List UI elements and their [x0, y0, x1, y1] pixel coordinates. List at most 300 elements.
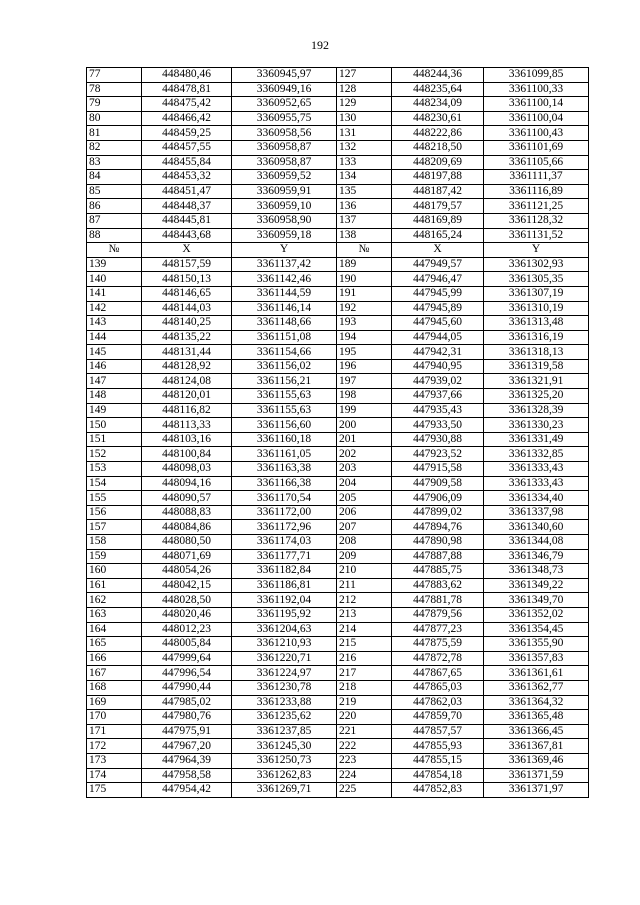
- x-coordinate-cell: 448005,84: [142, 637, 232, 652]
- y-coordinate-cell: 3361144,59: [232, 286, 337, 301]
- x-coordinate-cell: 447872,78: [392, 651, 484, 666]
- point-number-cell: 80: [87, 111, 142, 126]
- point-number-cell: 152: [87, 447, 142, 462]
- y-coordinate-cell: 3361172,00: [232, 505, 337, 520]
- x-coordinate-cell: 447945,99: [392, 286, 484, 301]
- x-coordinate-cell: 448234,09: [392, 97, 484, 112]
- y-coordinate-cell: 3360958,90: [232, 213, 337, 228]
- table-row: [87, 345, 589, 360]
- x-coordinate-cell: 447930,88: [392, 432, 484, 447]
- point-number-cell: 209: [337, 549, 392, 564]
- y-coordinate-cell: 3361250,73: [232, 753, 337, 768]
- point-number-cell: 201: [337, 432, 392, 447]
- point-number-cell: 137: [337, 213, 392, 228]
- table-row: [87, 257, 589, 272]
- point-number-cell: 165: [87, 637, 142, 652]
- y-coordinate-cell: 3361161,05: [232, 447, 337, 462]
- point-number-cell: 206: [337, 505, 392, 520]
- y-coordinate-cell: 3361305,35: [484, 272, 589, 287]
- x-coordinate-cell: 447980,76: [142, 710, 232, 725]
- point-number-cell: 160: [87, 564, 142, 579]
- point-number-cell: 163: [87, 607, 142, 622]
- x-coordinate-cell: 448466,42: [142, 111, 232, 126]
- x-coordinate-cell: 448150,13: [142, 272, 232, 287]
- x-coordinate-cell: 447942,31: [392, 345, 484, 360]
- x-coordinate-cell: 447958,58: [142, 768, 232, 783]
- table-row: [87, 666, 589, 681]
- y-coordinate-cell: 3361307,19: [484, 286, 589, 301]
- y-coordinate-cell: 3361371,59: [484, 768, 589, 783]
- point-number-cell: 195: [337, 345, 392, 360]
- table-row: [87, 97, 589, 112]
- point-number-cell: 132: [337, 140, 392, 155]
- point-number-cell: 161: [87, 578, 142, 593]
- x-coordinate-cell: 447894,76: [392, 520, 484, 535]
- point-number-cell: 172: [87, 739, 142, 754]
- point-number-cell: 148: [87, 389, 142, 404]
- table-row: [87, 286, 589, 301]
- point-number-cell: 200: [337, 418, 392, 433]
- point-number-cell: 190: [337, 272, 392, 287]
- y-coordinate-cell: 3361330,23: [484, 418, 589, 433]
- table-row: [87, 140, 589, 155]
- point-number-cell: 81: [87, 126, 142, 141]
- y-coordinate-cell: 3361204,63: [232, 622, 337, 637]
- point-number-cell: 150: [87, 418, 142, 433]
- point-number-cell: 224: [337, 768, 392, 783]
- point-number-cell: 211: [337, 578, 392, 593]
- x-coordinate-cell: 448020,46: [142, 607, 232, 622]
- y-coordinate-cell: 3361362,77: [484, 680, 589, 695]
- x-coordinate-cell: 448209,69: [392, 155, 484, 170]
- y-coordinate-cell: 3361371,97: [484, 783, 589, 798]
- x-coordinate-cell: 447906,09: [392, 491, 484, 506]
- y-coordinate-cell: 3361224,97: [232, 666, 337, 681]
- point-number-cell: 135: [337, 184, 392, 199]
- point-number-cell: 189: [337, 257, 392, 272]
- point-number-cell: 147: [87, 374, 142, 389]
- table-row: [87, 491, 589, 506]
- table-row: [87, 68, 589, 83]
- table-row: [87, 170, 589, 185]
- x-coordinate-cell: 447875,59: [392, 637, 484, 652]
- x-coordinate-cell: 447855,15: [392, 753, 484, 768]
- point-number-cell: 139: [87, 257, 142, 272]
- x-coordinate-cell: 448459,25: [142, 126, 232, 141]
- y-coordinate-cell: 3361334,40: [484, 491, 589, 506]
- table-row: [87, 651, 589, 666]
- point-number-cell: 82: [87, 140, 142, 155]
- y-coordinate-cell: 3361111,37: [484, 170, 589, 185]
- x-coordinate-cell: 447935,43: [392, 403, 484, 418]
- y-coordinate-cell: 3361155,63: [232, 389, 337, 404]
- x-coordinate-cell: 448244,36: [392, 68, 484, 83]
- point-number-cell: 203: [337, 462, 392, 477]
- point-number-cell: 171: [87, 724, 142, 739]
- x-coordinate-cell: 448187,42: [392, 184, 484, 199]
- x-coordinate-cell: 448478,81: [142, 82, 232, 97]
- y-coordinate-cell: 3361337,98: [484, 505, 589, 520]
- header-point-number-cell: №: [87, 243, 142, 258]
- y-coordinate-cell: 3361105,66: [484, 155, 589, 170]
- table-row: [87, 155, 589, 170]
- x-coordinate-cell: 448088,83: [142, 505, 232, 520]
- y-coordinate-cell: 3361186,81: [232, 578, 337, 593]
- point-number-cell: 164: [87, 622, 142, 637]
- x-coordinate-cell: 447999,64: [142, 651, 232, 666]
- x-coordinate-cell: 448071,69: [142, 549, 232, 564]
- x-coordinate-cell: 447954,42: [142, 783, 232, 798]
- point-number-cell: 154: [87, 476, 142, 491]
- point-number-cell: 128: [337, 82, 392, 97]
- y-coordinate-cell: 3361340,60: [484, 520, 589, 535]
- point-number-cell: 174: [87, 768, 142, 783]
- table-row: [87, 184, 589, 199]
- x-coordinate-cell: 447881,78: [392, 593, 484, 608]
- x-coordinate-cell: 447990,44: [142, 680, 232, 695]
- table-row: [87, 359, 589, 374]
- table-row: [87, 111, 589, 126]
- point-number-cell: 192: [337, 301, 392, 316]
- point-number-cell: 194: [337, 330, 392, 345]
- y-coordinate-cell: 3361357,83: [484, 651, 589, 666]
- x-coordinate-cell: 447944,05: [392, 330, 484, 345]
- y-coordinate-cell: 3361160,18: [232, 432, 337, 447]
- table-row: [87, 432, 589, 447]
- x-coordinate-cell: 448054,26: [142, 564, 232, 579]
- x-coordinate-cell: 448179,57: [392, 199, 484, 214]
- table-row: [87, 330, 589, 345]
- x-coordinate-cell: 448157,59: [142, 257, 232, 272]
- y-coordinate-cell: 3361172,96: [232, 520, 337, 535]
- y-coordinate-cell: 3361100,43: [484, 126, 589, 141]
- table-row: [87, 739, 589, 754]
- point-number-cell: 220: [337, 710, 392, 725]
- point-number-cell: 86: [87, 199, 142, 214]
- point-number-cell: 149: [87, 403, 142, 418]
- y-coordinate-cell: 3361346,79: [484, 549, 589, 564]
- x-coordinate-cell: 447899,02: [392, 505, 484, 520]
- x-coordinate-cell: 448235,64: [392, 82, 484, 97]
- table-row: [87, 680, 589, 695]
- point-number-cell: 222: [337, 739, 392, 754]
- x-coordinate-cell: 448197,88: [392, 170, 484, 185]
- point-number-cell: 168: [87, 680, 142, 695]
- point-number-cell: 204: [337, 476, 392, 491]
- x-coordinate-cell: 448146,65: [142, 286, 232, 301]
- y-coordinate-cell: 3361154,66: [232, 345, 337, 360]
- x-coordinate-cell: 447890,98: [392, 535, 484, 550]
- y-coordinate-cell: 3361131,52: [484, 228, 589, 243]
- point-number-cell: 130: [337, 111, 392, 126]
- point-number-cell: 87: [87, 213, 142, 228]
- y-coordinate-cell: 3360959,91: [232, 184, 337, 199]
- x-coordinate-cell: 448475,42: [142, 97, 232, 112]
- x-coordinate-cell: 447857,57: [392, 724, 484, 739]
- point-number-cell: 141: [87, 286, 142, 301]
- table-row: [87, 578, 589, 593]
- coordinates-table-body: [87, 68, 589, 798]
- table-row: [87, 753, 589, 768]
- y-coordinate-cell: 3361354,45: [484, 622, 589, 637]
- table-row: [87, 505, 589, 520]
- x-coordinate-cell: 448230,61: [392, 111, 484, 126]
- y-coordinate-cell: 3361262,83: [232, 768, 337, 783]
- y-coordinate-cell: 3360955,75: [232, 111, 337, 126]
- y-coordinate-cell: 3361319,58: [484, 359, 589, 374]
- x-coordinate-cell: 447964,39: [142, 753, 232, 768]
- y-coordinate-cell: 3361177,71: [232, 549, 337, 564]
- x-coordinate-cell: 448012,23: [142, 622, 232, 637]
- y-coordinate-cell: 3361100,33: [484, 82, 589, 97]
- y-coordinate-cell: 3360958,87: [232, 155, 337, 170]
- x-coordinate-cell: 448165,24: [392, 228, 484, 243]
- x-coordinate-cell: 448140,25: [142, 316, 232, 331]
- table-row: [87, 622, 589, 637]
- y-coordinate-cell: 3361163,38: [232, 462, 337, 477]
- y-coordinate-cell: 3361116,89: [484, 184, 589, 199]
- y-coordinate-cell: 3361156,21: [232, 374, 337, 389]
- table-row: [87, 710, 589, 725]
- y-coordinate-cell: 3361245,30: [232, 739, 337, 754]
- x-coordinate-cell: 448090,57: [142, 491, 232, 506]
- x-coordinate-cell: 447887,88: [392, 549, 484, 564]
- y-coordinate-cell: 3361137,42: [232, 257, 337, 272]
- x-coordinate-cell: 448144,03: [142, 301, 232, 316]
- x-coordinate-cell: 447862,03: [392, 695, 484, 710]
- point-number-cell: 83: [87, 155, 142, 170]
- table-row: [87, 549, 589, 564]
- y-coordinate-cell: 3361369,46: [484, 753, 589, 768]
- point-number-cell: 208: [337, 535, 392, 550]
- x-coordinate-cell: 448103,16: [142, 432, 232, 447]
- y-coordinate-cell: 3360945,97: [232, 68, 337, 83]
- y-coordinate-cell: 3361318,13: [484, 345, 589, 360]
- table-row: [87, 695, 589, 710]
- point-number-cell: 198: [337, 389, 392, 404]
- y-coordinate-cell: 3361174,03: [232, 535, 337, 550]
- y-coordinate-cell: 3361331,49: [484, 432, 589, 447]
- x-coordinate-cell: 447867,65: [392, 666, 484, 681]
- x-coordinate-cell: 448457,55: [142, 140, 232, 155]
- table-row: [87, 272, 589, 287]
- point-number-cell: 205: [337, 491, 392, 506]
- table-row: [87, 403, 589, 418]
- y-coordinate-cell: 3361220,71: [232, 651, 337, 666]
- x-coordinate-cell: 448443,68: [142, 228, 232, 243]
- y-coordinate-cell: 3361101,69: [484, 140, 589, 155]
- point-number-cell: 223: [337, 753, 392, 768]
- point-number-cell: 199: [337, 403, 392, 418]
- y-coordinate-cell: 3361328,39: [484, 403, 589, 418]
- y-coordinate-cell: 3361365,48: [484, 710, 589, 725]
- table-row: [87, 593, 589, 608]
- y-coordinate-cell: 3361269,71: [232, 783, 337, 798]
- y-coordinate-cell: 3361100,04: [484, 111, 589, 126]
- point-number-cell: 196: [337, 359, 392, 374]
- table-row: [87, 418, 589, 433]
- x-coordinate-cell: 447939,02: [392, 374, 484, 389]
- point-number-cell: 221: [337, 724, 392, 739]
- y-coordinate-cell: 3360952,65: [232, 97, 337, 112]
- header-y-coordinate-cell: Y: [232, 243, 337, 258]
- table-row: [87, 607, 589, 622]
- y-coordinate-cell: 3361155,63: [232, 403, 337, 418]
- point-number-cell: 170: [87, 710, 142, 725]
- y-coordinate-cell: 3361302,93: [484, 257, 589, 272]
- x-coordinate-cell: 447877,23: [392, 622, 484, 637]
- x-coordinate-cell: 448135,22: [142, 330, 232, 345]
- x-coordinate-cell: 447909,58: [392, 476, 484, 491]
- point-number-cell: 157: [87, 520, 142, 535]
- table-row: [87, 199, 589, 214]
- y-coordinate-cell: 3361156,02: [232, 359, 337, 374]
- point-number-cell: 214: [337, 622, 392, 637]
- x-coordinate-cell: 448169,89: [392, 213, 484, 228]
- x-coordinate-cell: 448128,92: [142, 359, 232, 374]
- table-row: [87, 783, 589, 798]
- table-row: [87, 768, 589, 783]
- x-coordinate-cell: 447885,75: [392, 564, 484, 579]
- point-number-cell: 79: [87, 97, 142, 112]
- point-number-cell: 218: [337, 680, 392, 695]
- coordinates-table: [86, 67, 589, 798]
- x-coordinate-cell: 448124,08: [142, 374, 232, 389]
- y-coordinate-cell: 3361142,46: [232, 272, 337, 287]
- x-coordinate-cell: 448113,33: [142, 418, 232, 433]
- y-coordinate-cell: 3361349,70: [484, 593, 589, 608]
- x-coordinate-cell: 448100,84: [142, 447, 232, 462]
- table-row: [87, 535, 589, 550]
- column-header-row: [87, 243, 589, 258]
- y-coordinate-cell: 3361364,32: [484, 695, 589, 710]
- y-coordinate-cell: 3360959,18: [232, 228, 337, 243]
- header-point-number-cell: №: [337, 243, 392, 258]
- x-coordinate-cell: 447859,70: [392, 710, 484, 725]
- y-coordinate-cell: 3361367,81: [484, 739, 589, 754]
- x-coordinate-cell: 448084,86: [142, 520, 232, 535]
- y-coordinate-cell: 3361210,93: [232, 637, 337, 652]
- x-coordinate-cell: 447852,83: [392, 783, 484, 798]
- y-coordinate-cell: 3361333,43: [484, 476, 589, 491]
- y-coordinate-cell: 3361237,85: [232, 724, 337, 739]
- x-coordinate-cell: 447883,62: [392, 578, 484, 593]
- y-coordinate-cell: 3361151,08: [232, 330, 337, 345]
- x-coordinate-cell: 447854,18: [392, 768, 484, 783]
- point-number-cell: 84: [87, 170, 142, 185]
- y-coordinate-cell: 3361128,32: [484, 213, 589, 228]
- y-coordinate-cell: 3361230,78: [232, 680, 337, 695]
- y-coordinate-cell: 3361182,84: [232, 564, 337, 579]
- y-coordinate-cell: 3361352,02: [484, 607, 589, 622]
- x-coordinate-cell: 448094,16: [142, 476, 232, 491]
- y-coordinate-cell: 3361344,08: [484, 535, 589, 550]
- x-coordinate-cell: 448480,46: [142, 68, 232, 83]
- point-number-cell: 140: [87, 272, 142, 287]
- point-number-cell: 207: [337, 520, 392, 535]
- point-number-cell: 138: [337, 228, 392, 243]
- point-number-cell: 197: [337, 374, 392, 389]
- x-coordinate-cell: 447985,02: [142, 695, 232, 710]
- y-coordinate-cell: 3361349,22: [484, 578, 589, 593]
- table-row: [87, 126, 589, 141]
- point-number-cell: 202: [337, 447, 392, 462]
- point-number-cell: 85: [87, 184, 142, 199]
- point-number-cell: 133: [337, 155, 392, 170]
- x-coordinate-cell: 448131,44: [142, 345, 232, 360]
- x-coordinate-cell: 447933,50: [392, 418, 484, 433]
- point-number-cell: 210: [337, 564, 392, 579]
- point-number-cell: 175: [87, 783, 142, 798]
- table-row: [87, 564, 589, 579]
- y-coordinate-cell: 3361170,54: [232, 491, 337, 506]
- y-coordinate-cell: 3361316,19: [484, 330, 589, 345]
- y-coordinate-cell: 3361325,20: [484, 389, 589, 404]
- point-number-cell: 77: [87, 68, 142, 83]
- y-coordinate-cell: 3361361,61: [484, 666, 589, 681]
- x-coordinate-cell: 447975,91: [142, 724, 232, 739]
- y-coordinate-cell: 3361321,91: [484, 374, 589, 389]
- header-x-coordinate-cell: X: [392, 243, 484, 258]
- point-number-cell: 213: [337, 607, 392, 622]
- table-row: [87, 447, 589, 462]
- x-coordinate-cell: 447915,58: [392, 462, 484, 477]
- table-row: [87, 389, 589, 404]
- x-coordinate-cell: 448453,32: [142, 170, 232, 185]
- point-number-cell: 145: [87, 345, 142, 360]
- y-coordinate-cell: 3361148,66: [232, 316, 337, 331]
- y-coordinate-cell: 3360959,10: [232, 199, 337, 214]
- point-number-cell: 173: [87, 753, 142, 768]
- table-row: [87, 462, 589, 477]
- table-row: [87, 213, 589, 228]
- point-number-cell: 88: [87, 228, 142, 243]
- table-row: [87, 301, 589, 316]
- table-row: [87, 476, 589, 491]
- point-number-cell: 167: [87, 666, 142, 681]
- y-coordinate-cell: 3360949,16: [232, 82, 337, 97]
- point-number-cell: 134: [337, 170, 392, 185]
- header-y-coordinate-cell: Y: [484, 243, 589, 258]
- y-coordinate-cell: 3361332,85: [484, 447, 589, 462]
- x-coordinate-cell: 447937,66: [392, 389, 484, 404]
- x-coordinate-cell: 448218,50: [392, 140, 484, 155]
- point-number-cell: 169: [87, 695, 142, 710]
- point-number-cell: 153: [87, 462, 142, 477]
- point-number-cell: 193: [337, 316, 392, 331]
- y-coordinate-cell: 3361235,62: [232, 710, 337, 725]
- x-coordinate-cell: 448455,84: [142, 155, 232, 170]
- x-coordinate-cell: 447945,89: [392, 301, 484, 316]
- y-coordinate-cell: 3361192,04: [232, 593, 337, 608]
- x-coordinate-cell: 448080,50: [142, 535, 232, 550]
- point-number-cell: 159: [87, 549, 142, 564]
- x-coordinate-cell: 448448,37: [142, 199, 232, 214]
- x-coordinate-cell: 448098,03: [142, 462, 232, 477]
- x-coordinate-cell: 448042,15: [142, 578, 232, 593]
- x-coordinate-cell: 447879,56: [392, 607, 484, 622]
- point-number-cell: 143: [87, 316, 142, 331]
- point-number-cell: 142: [87, 301, 142, 316]
- x-coordinate-cell: 448445,81: [142, 213, 232, 228]
- y-coordinate-cell: 3361355,90: [484, 637, 589, 652]
- point-number-cell: 131: [337, 126, 392, 141]
- y-coordinate-cell: 3361313,48: [484, 316, 589, 331]
- point-number-cell: 127: [337, 68, 392, 83]
- x-coordinate-cell: 448120,01: [142, 389, 232, 404]
- point-number-cell: 144: [87, 330, 142, 345]
- table-row: [87, 724, 589, 739]
